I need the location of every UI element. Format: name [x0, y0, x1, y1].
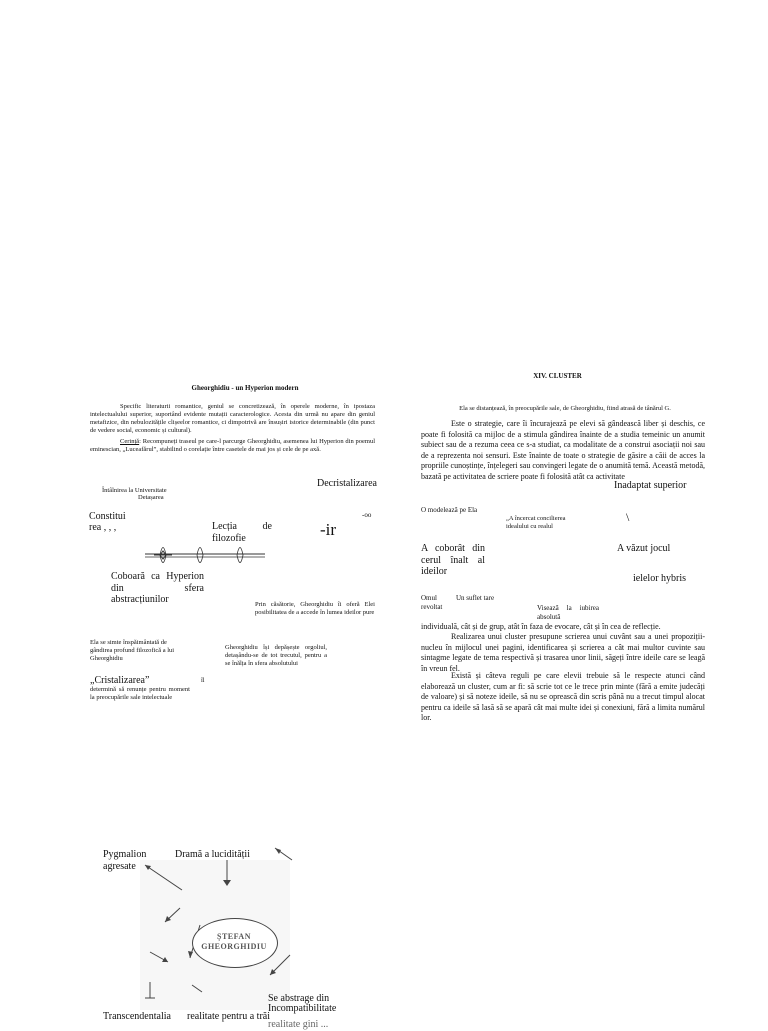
viseaza: Visează la iubirea absolută [537, 604, 599, 621]
a-incercat: „A încercat concilierea idealului cu realul [506, 515, 566, 530]
box-cristalizarea: „Cristalizarea” [90, 675, 150, 686]
box-coboara: Coboară ca Hyperion din sfera abstracțiunilor [111, 571, 204, 605]
cluster-center: ȘTEFAN GHEORGHIDIU [201, 932, 267, 951]
arrowhead [188, 951, 193, 958]
box-ela-simte: Ela se simte înspăimântată de gândirea profund filozofică a lui Gheorghidiu [90, 639, 175, 662]
task-text: : Recompuneți traseul pe care-l parcurge Gheorghidiu, asemenea lui Hyperion din poemul eminescian, „Luceafărul”, stabilind o corelație între casetele de mai jos și cele de pe axă. [90, 438, 375, 453]
a-coborat: A coborât din cerul înalt al ideilor [421, 543, 485, 577]
cluster-se-abstrage: Se abstrage din [268, 993, 330, 1004]
o-modeleaza: O modelează pe Ela [421, 506, 478, 514]
cluster-para-4: Există și câteva reguli pe care elevii trebuie să le respecte atunci când elaborează un cluster, cum ar fi: să scrie tot ce le trece prin minte (fără a emite judecăți de valoare) și să noteze ideile, să nu se oprească din scris până nu a trecut timpul alocat pentru ca ideile să lasă să se apară cât mai multe idei și conexiuni, fără a limita numărul lor. [421, 671, 705, 722]
tick-mark: \ [626, 510, 630, 524]
cluster-drama: Dramă a lucidității [175, 849, 250, 860]
box-constitui: Constitui [89, 511, 126, 522]
un-suflet: Un suflet tare [456, 594, 495, 602]
left-intro: Specific literaturii romantice, geniul se concretizează, în operele moderne, în ipostaza intelectualului superior, suportând evidente mutații caracterologice. Acesta din urmă nu apare din geniul metafizice, din nebulozitățile clișeelor romantice, ci dimpotrivă are însușiri istorice determinabile (din punct de vedere social, economic și cultural). [90, 403, 375, 434]
right-title: XIV. CLUSTER [533, 372, 582, 380]
arrowhead [275, 848, 281, 854]
box-decristalizarea: Decristalizarea [317, 478, 377, 489]
cluster-para-3: Realizarea unui cluster presupune scrierea unui cuvânt sau a unei propoziții-nucleu în mijlocul unei pagini, identificarea și scrierea a cât mai multor cuvinte sau sintagme legate de tema respectivă și trasarea unor linii, săgeți între ideile care se leagă în vreun fel. [421, 632, 705, 673]
ielelor: ielelor hybris [633, 573, 687, 584]
cluster-incompatibilitate: Incompatibilitate [268, 1003, 337, 1014]
cluster-para-2: individuală, cât și de grup, atât în faza de evocare, cât și în cea de reflecție. [421, 622, 661, 631]
arrow-line [145, 865, 182, 890]
ela-distanteaza: Ela se distanțează, în preocupările sale, de Gheorghidiu, fiind atrasă de tânărul G. [459, 405, 671, 412]
box-gh-depaseste: Gheorghidiu își depășește orgoliul, detașându-se de tot trecutul, pentru a se înălța în sfera absolutului [225, 644, 327, 667]
arrowhead [145, 865, 151, 870]
box-ir: -ir [320, 520, 337, 539]
arrowhead [223, 880, 231, 886]
box-prin: Prin căsătorie, Gheorghidiu îi oferă Elei posibilitatea de a accede în lumea ideilor pure [255, 601, 375, 616]
box-lectia: Lecția de filozofie [212, 521, 272, 544]
box-cristalizarea-suffix: îl [201, 677, 205, 684]
left-task [90, 438, 375, 454]
cluster-pygmalion: Pygmalion agresate [103, 849, 147, 872]
box-determina: determină să renunțe pentru moment la preocupările sale intelectuale [90, 686, 190, 701]
timeline-axis [140, 540, 270, 570]
star-marker-3 [197, 548, 203, 563]
inadaptat: Inadaptat superior [614, 480, 687, 491]
omul-revoltat: Omul revoltat [421, 594, 443, 611]
cluster-para-1: Este o strategie, care îi încurajează pe elevi să gândească liber și deschis, ce poate fi folosită ca mijloc de a stimula gândirea înainte de a studia temeinic un anumit subiect sau de a rezuma ceea ce s-a studiat, ca modalitate de a construi asociații noi sau de a reprezenta noi sensuri. Este înainte de toate o strategie de găsire a căii de acces la propriile cunoștințe, înțelegeri sau convingeri legate de o anumită temă. Această metodă, bazată pe activitatea de scriere poate fi folosită atât ca activitate [421, 419, 705, 481]
left-title: Gheorghidiu - un Hyperion modern [191, 384, 299, 392]
star-marker [154, 551, 172, 559]
box-oo: -oo [362, 511, 372, 519]
task-label: Cerință [120, 438, 140, 445]
star-marker-4 [237, 548, 243, 563]
cluster-transcendentalia: Transcendentalia [103, 1011, 171, 1022]
cluster-cut-off: realitate gini ... [268, 1019, 329, 1030]
a-vazut: A văzut jocul [617, 543, 671, 554]
box-rea: rea , , , [89, 522, 117, 533]
arrow-line [192, 985, 202, 992]
box-detasarea: Detașarea [138, 494, 164, 501]
cluster-realitate: realitate pentru a trăi [187, 1011, 271, 1022]
box-intalnirea: Întâlnirea la Universitate [102, 487, 167, 494]
